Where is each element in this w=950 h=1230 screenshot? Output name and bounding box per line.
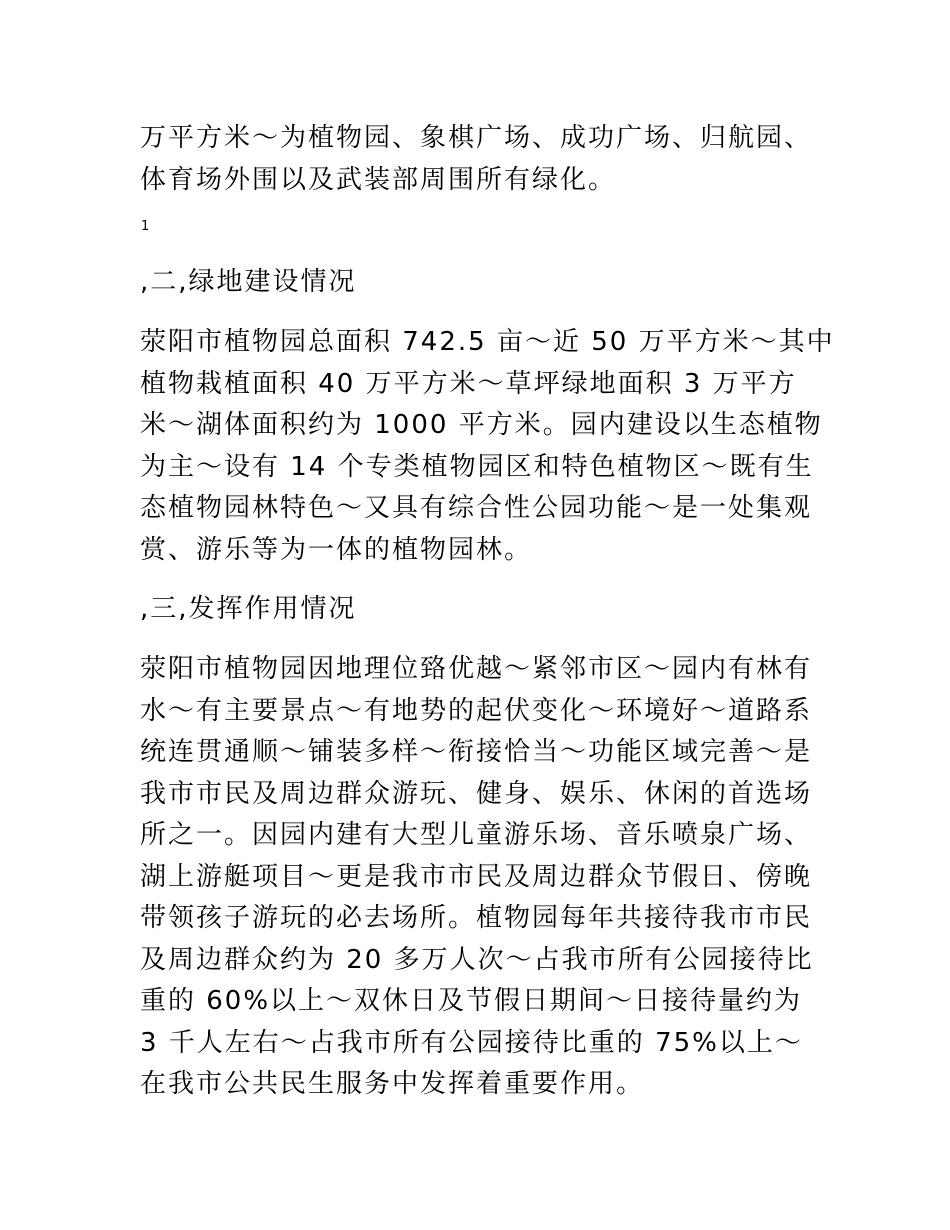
text-line: 荥阳市植物园因地理位臵优越～紧邻市区～园内有林有 [140,654,813,684]
text-line: 在我市公共民生服务中发挥着重要作用。 [140,1069,645,1099]
text-line: 万平方米～为植物园、象棋广场、成功广场、归航园、 [140,123,813,153]
text-line: 体育场外围以及武装部周围所有绿化。 [140,165,617,195]
text-line: 为主～设有 14 个专类植物园区和特色植物区～既有生 [140,452,814,482]
text-line: 湖上游艇项目～更是我市市民及周边群众节假日、傍晚 [140,862,813,892]
text-line: 及周边群众约为 20 多万人次～占我市所有公园接待比 [140,945,814,975]
text-line: 3 千人左右～占我市所有公园接待比重的 75%以上～ [140,1028,803,1058]
text-line: 态植物园林特色～又具有综合性公园功能～是一处集观 [140,493,813,523]
text-line: 赏、游乐等为一体的植物园林。 [140,535,533,565]
page-number: 1 [141,219,150,234]
text-line: 所之一。因园内建有大型儿童游乐场、音乐喷泉广场、 [140,820,813,850]
section-heading: ,二,绿地建设情况 [140,267,357,297]
text-line: 重的 60%以上～双休日及节假日期间～日接待量约为 [140,986,803,1016]
text-line: 荥阳市植物园总面积 742.5 亩～近 50 万平方米～其中 [140,327,835,357]
text-line: 水～有主要景点～有地势的起伏变化～环境好～道路系 [140,696,813,726]
text-line: 米～湖体面积约为 1000 平方米。园内建设以生态植物 [140,410,823,440]
section-heading: ,三,发挥作用情况 [140,594,357,624]
text-line: 植物栽植面积 40 万平方米～草坪绿地面积 3 万平方 [140,369,797,399]
text-line: 我市市民及周边群众游玩、健身、娱乐、休闲的首选场 [140,779,813,809]
text-line: 统连贯通顺～铺装多样～衔接恰当～功能区域完善～是 [140,737,813,767]
text-line: 带领孩子游玩的必去场所。植物园每年共接待我市市民 [140,903,813,933]
